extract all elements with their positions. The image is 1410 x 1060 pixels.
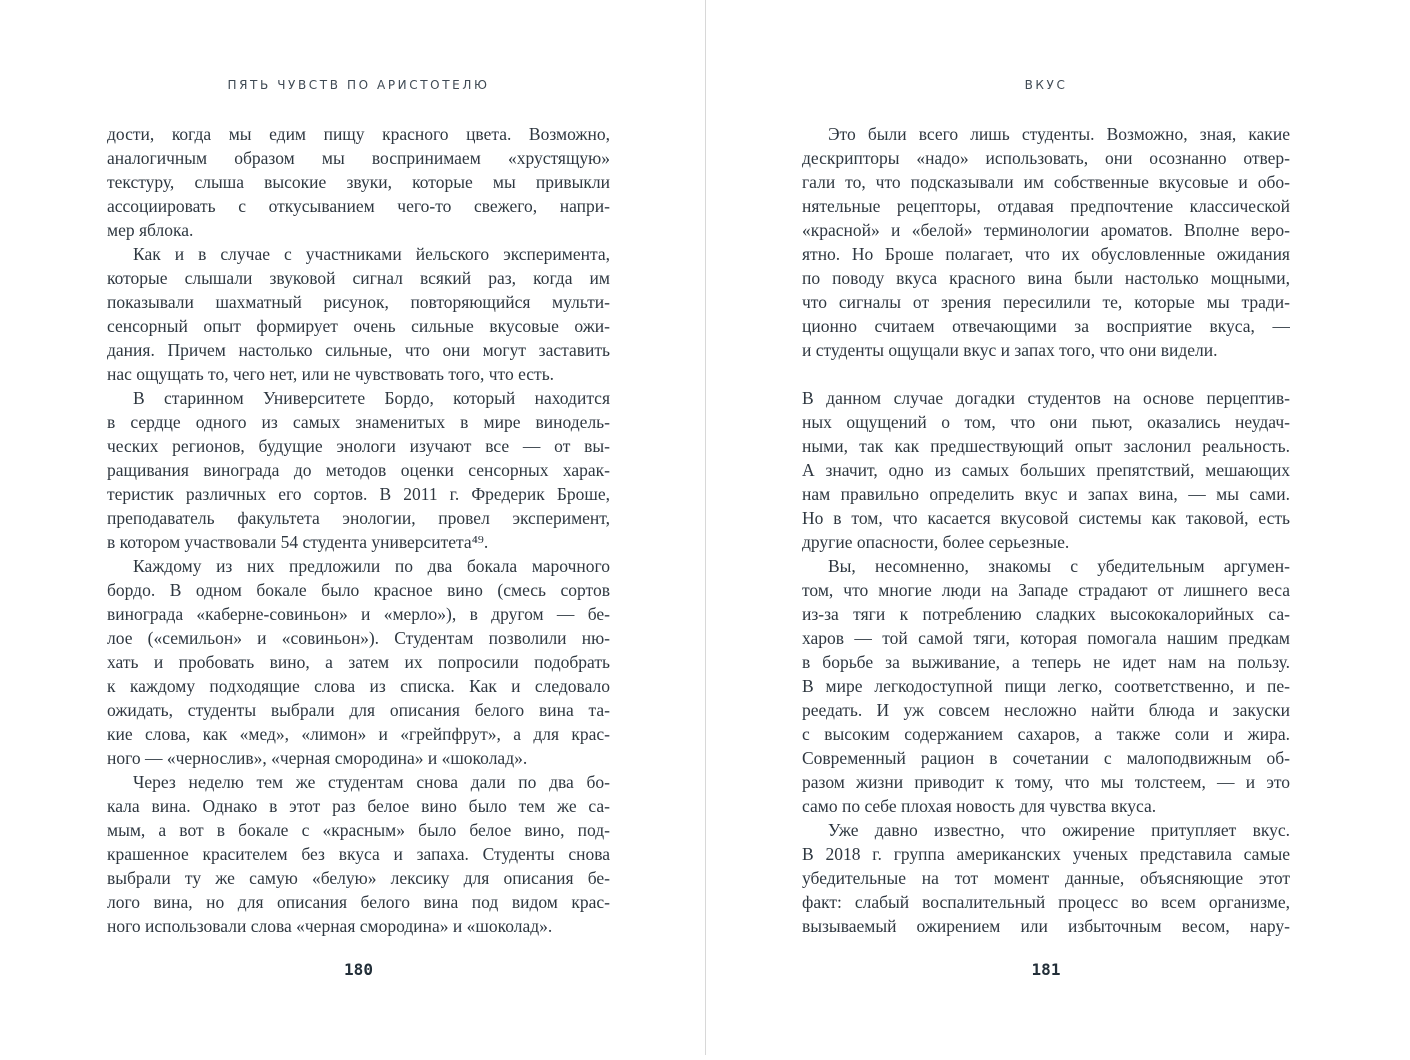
text-line: к каждому подходящие слова из списка. Как и следовало [107,676,610,696]
text-line: нам правильно определить вкус и запах вина, — мы сами. [802,484,1290,504]
text-line: реедать. И уж совсем несложно найти блюда и закуски [802,700,1290,720]
paragraph [107,770,610,938]
text-line: Вы, несомненно, знакомы с убедительным аргумен- [828,556,1290,576]
text-line: Каждому из них предложили по два бокала марочного [133,556,610,576]
text-line: дескрипторы «надо» использовать, они осознанно отвер- [802,148,1290,168]
text-line: винограда «каберне-совиньон» и «мерло»), в другом — бе- [107,604,610,624]
text-line: вызываемый ожирением или избыточным весом, нару- [802,916,1290,936]
text-line: ных ощущений о том, что они пьют, оказались неудач- [802,412,1290,432]
text-line: Это были всего лишь студенты. Возможно, зная, какие [828,124,1290,144]
text-line: Через неделю тем же студентам снова дали по два бо- [133,772,610,792]
text-line: убедительные на тот момент данные, объясняющие этот [802,868,1290,888]
text-line: мер яблока. [107,220,194,240]
text-line: «красной» и «белой» терминологии ароматов. Вполне веро- [802,220,1290,240]
text-line: которые слышали звуковой сигнал всякий раз, когда им [107,268,610,288]
text-line: кала вина. Однако в этот раз белое вино было тем же са- [107,796,610,816]
text-line: В мире легкодоступной пищи легко, соответственно, и пе- [802,676,1290,696]
paragraph [802,554,1290,818]
text-line: в борьбе за выживание, а теперь не идет нам на пользу. [802,652,1290,672]
text-line: харов — той самой тяги, которая помогала нашим предкам [802,628,1290,648]
text-line: бордо. В одном бокале было красное вино (смесь сортов [107,580,610,600]
text-line: В старинном Университете Бордо, который находится [133,388,610,408]
paragraph [107,122,610,242]
text-line: ассоциировать с откусыванием чего-то свежего, напри- [107,196,610,216]
text-line: нятельные рецепторы, отдавая предпочтение классической [802,196,1290,216]
text-line: крашенное красителем без вкуса и запаха. Студенты снова [107,844,610,864]
text-line: разом жизни приводит к тому, что мы толстеем, — и это [802,772,1290,792]
text-line: Уже давно известно, что ожирение притупляет вкус. [828,820,1290,840]
text-line: Современный рацион в сочетании с малоподвижным об- [802,748,1290,768]
text-line: сенсорный опыт формирует очень сильные вкусовые ожи- [107,316,610,336]
text-line: само по себе плохая новость для чувства вкуса. [802,796,1157,816]
text-line: ческих регионов, будущие энологи изучают все — от вы- [107,436,610,456]
page-right [802,0,1290,1060]
text-line: ного использовали слова «черная смородина» и «шоколад». [107,916,553,936]
paragraph [107,242,610,386]
text-line: с высоким содержанием сахаров, а также соли и жира. [802,724,1290,744]
text-line: дости, когда мы едим пищу красного цвета. Возможно, [107,124,610,144]
paragraph [802,122,1290,362]
text-line: мым, а вот в бокале с «красным» было белое вино, под- [107,820,610,840]
text-line: ятно. Но Броше полагает, что их обусловленные ожидания [802,244,1290,264]
text-line: ными, так как предшествующий опыт заслонил реальность. [802,436,1290,456]
text-line: нас ощущать то, чего нет, или не чувствовать того, что есть. [107,364,555,384]
body-text-right [802,122,1290,938]
text-line: факт: слабый воспалительный процесс во всем организме, [802,892,1290,912]
text-line: текстуру, слыша высокие звуки, которые мы привыкли [107,172,610,192]
text-line: кие слова, как «мед», «лимон» и «грейпфрут», а для крас- [107,724,610,744]
text-line: что сигналы от зрения пересилили те, которые мы тради- [802,292,1290,312]
text-line: и студенты ощущали вкус и запах того, что они видели. [802,340,1218,360]
running-head-left: ПЯТЬ ЧУВСТВ ПО АРИСТОТЕЛЮ [227,78,490,92]
text-line: В данном случае догадки студентов на основе перцептив- [802,388,1290,408]
text-line: А значит, одно из самых больших препятствий, мешающих [802,460,1290,480]
text-line: преподаватель факультета энологии, провел эксперимент, [107,508,610,528]
text-line: ционно считаем отвечающими за восприятие вкуса, — [802,316,1290,336]
text-line: хать и пробовать вино, а затем их попросили подобрать [107,652,610,672]
text-line: Но в том, что касается вкусовой системы как таковой, есть [802,508,1290,528]
page-divider [705,0,706,1055]
paragraph [802,818,1290,938]
body-text-left [107,122,610,938]
page-number-left: 180 [344,960,373,979]
text-line: ращивания винограда до методов оценки сенсорных харак- [107,460,610,480]
text-line: ного — «чернослив», «черная смородина» и «шоколад». [107,748,528,768]
text-line: гали то, что подсказывали им собственные вкусовые и обо- [802,172,1290,192]
text-line: показывали шахматный рисунок, повторяющийся мульти- [107,292,610,312]
running-head-right: ВКУС [1024,78,1068,92]
text-line: аналогичным образом мы воспринимаем «хрустящую» [107,148,610,168]
text-line: по поводу вкуса красного вина были настолько мощными, [802,268,1290,288]
text-line: теристик различных его сортов. В 2011 г. Фредерик Броше, [107,484,610,504]
text-line: лого вина, но для описания белого вина под видом крас- [107,892,610,912]
paragraph [802,386,1290,554]
paragraph [107,554,610,770]
text-line: из-за тяги к потреблению сладких высококалорийных са- [802,604,1290,624]
text-line: том, что многие люди на Западе страдают от лишнего веса [802,580,1290,600]
page-left [107,0,610,1060]
text-line: Как и в случае с участниками йельского эксперимента, [133,244,610,264]
text-line: другие опасности, более серьезные. [802,532,1070,552]
text-line: лое («семильон» и «совиньон»). Студентам позволили ню- [107,628,610,648]
text-line: ожидать, студенты выбрали для описания белого вина та- [107,700,610,720]
text-line: В 2018 г. группа американских ученых представила самые [802,844,1290,864]
text-line: в котором участвовали 54 студента университета⁴⁹. [107,532,489,552]
text-line: выбрали ту же самую «белую» лексику для описания бе- [107,868,610,888]
text-line: дания. Причем настолько сильные, что они могут заставить [107,340,610,360]
paragraph [107,386,610,554]
page-number-right: 181 [1031,960,1061,979]
text-line: в сердце одного из самых знаменитых в мире винодель- [107,412,610,432]
